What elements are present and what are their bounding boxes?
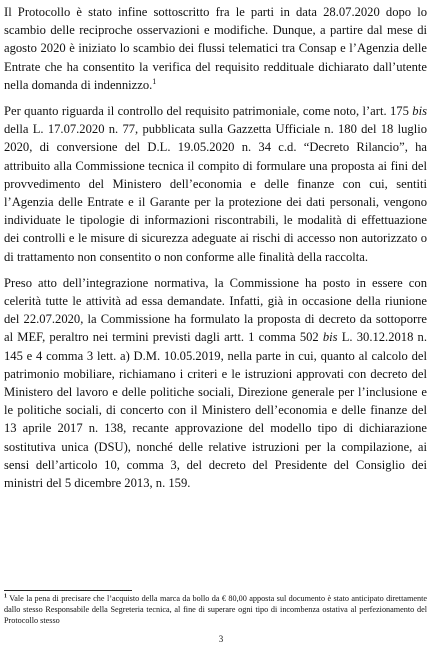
paragraph-text-segment: Per quanto riguarda il controllo del requisito patrimoniale, come noto, l’art. 175 xyxy=(4,104,413,119)
footnote-reference: 1 xyxy=(152,76,157,86)
footnote-text: Vale la pena di precisare che l’acquisto della marca da bollo da € 80,00 apposta sul documento è stato anticipato direttamente dallo stesso Responsabile della Segreteria tecnica, al fine di superare ogni tipo di incombenza ostativa al perfezionamento del Protocollo stesso xyxy=(4,594,427,626)
page-number: 3 xyxy=(218,634,224,644)
italic-bis: bis xyxy=(322,330,338,345)
paragraph-text-segment: della L. 17.07.2020 n. 77, pubblicata sulla Gazzetta Ufficiale n. 180 del 18 luglio 2020, di conversione del D.L. 19.05.2020 n. 34 c.d. “Decreto Rilancio”, ha attribuito alla Commissione tecnica il compito di formulare una proposta ai fini del provvedimento del Ministero dell’economia e delle finanze con cui, sentiti l’Agenzia delle Entrate e il Garante per la protezione dei dati personali, vengono individuate le tipologie di informazioni riscontrabili, le modalità di effettuazione dei controlli e le misure di sicurezza adeguate ai rischi di accesso non autorizzato o di trattamento non consentito o non conforme alle finalità della raccolta. xyxy=(4,122,427,264)
paragraph-protocollo xyxy=(4,3,427,94)
paragraph-protocollo-text: Il Protocollo è stato infine sottoscritto fra le parti in data 28.07.2020 dopo lo scambio delle reciproche osservazioni e modifiche. Dunque, a partire dal mese di agosto 2020 è iniziato lo scambio dei flussi telematici tra Consap e l’Agenzia delle Entrate che ha consentito la verifica del requisito reddituale dichiarato dall’utente nella domanda di indennizzo. xyxy=(4,5,427,92)
paragraph-requisito-patrimoniale xyxy=(4,102,427,266)
paragraph-text-segment: Preso atto dell’integrazione normativa, la Commissione ha posto in essere con celerità tutte le attività ad essa demandate. Infatti, già in occasione della riunione del 22.07.2020, la Commissione ha formulato la proposta di decreto da sottoporre al MEF, peraltro nei termini previsti dagli artt. 1 comma 502 xyxy=(4,275,427,345)
italic-bis: bis xyxy=(412,104,427,119)
footnote-number: 1 xyxy=(4,593,7,600)
paragraph-integrazione-normativa xyxy=(4,274,427,492)
paragraph-text-segment: L. 30.12.2018 n. 145 e 4 comma 3 lett. a) D.M. 10.05.2019, nella parte in cui, quanto al calcolo del patrimonio mobiliare, richiamano i criteri e le istruzioni approvati con decreto del Ministero del lavoro e delle politiche sociali, Direzione generale per l’inclusione e le politiche sociali, di concerto con il Ministero dell’economia e delle finanze del 13 aprile 2017 n. 138, recante approvazione del modello tipo di dichiarazione sostitutiva unica (DSU), nonché delle relative istruzioni per la compilazione, ai sensi dell’articolo 10, comma 3, del decreto del Presidente del Consiglio dei ministri del 5 dicembre 2013, n. 159. xyxy=(4,330,427,491)
footnote-separator xyxy=(4,590,132,591)
footnote xyxy=(4,593,427,627)
